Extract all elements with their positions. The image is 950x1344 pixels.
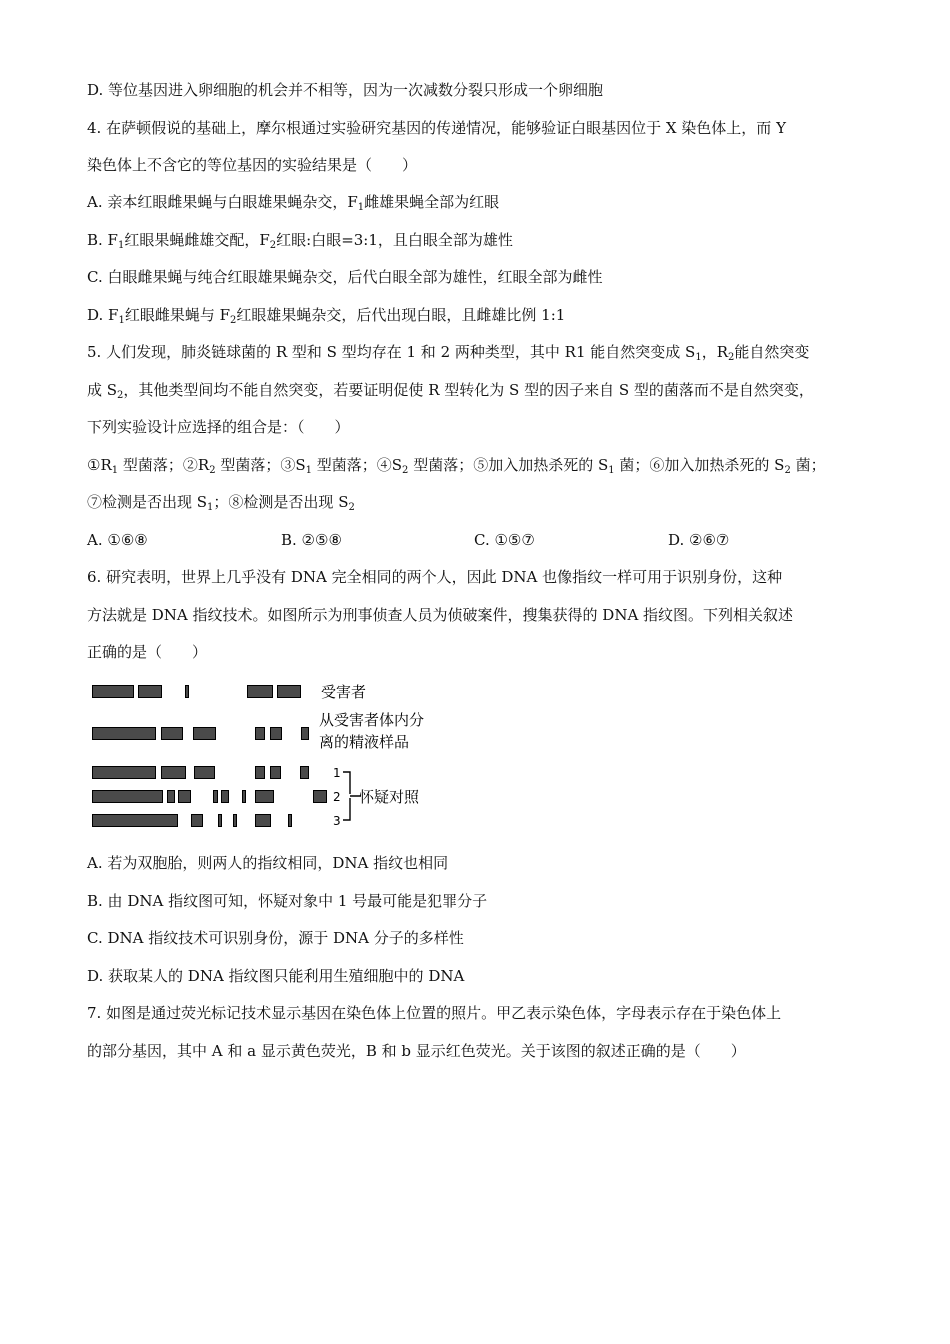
q5-stem-line3: 下列实验设计应选择的组合是：（ ） [87,418,350,436]
dna-band [213,790,218,803]
suspect-number-1: 1 [333,766,341,780]
dna-band [92,727,156,740]
q4-option-d: D. $F_1$红眼雌果蝇与 $F_2$红眼雄果蝇杂交，后代出现白眼，且雌雄比例 1:1 [87,306,566,326]
q6-stem-line1: 6. 研究表明，世界上几乎没有 DNA 完全相同的两个人，因此 DNA 也像指纹一样可用于识别身份，这种 [87,568,783,586]
dna-band [194,766,215,779]
dna-band [185,685,189,698]
dna-band [270,766,281,779]
dna-band [247,685,273,698]
dna-band [178,790,191,803]
dna-band [255,790,274,803]
dna-band [242,790,246,803]
q7-stem-line2: 的部分基因，其中 A 和 a 显示黄色荧光，B 和 b 显示红色荧光。关于该图的叙述正确的是（ ） [87,1042,746,1060]
dna-band [92,790,163,803]
q5-items-line2: ⑦检测是否出现 $S_1$；⑧检测是否出现 $S_2$ [87,493,355,513]
dna-band [233,814,237,827]
q4-stem-line2: 染色体上不含它的等位基因的实验结果是（ ） [87,156,418,174]
suspect-number-2: 2 [333,790,341,804]
q6-option-b: B. 由 DNA 指纹图可知，怀疑对象中 1 号最可能是犯罪分子 [87,892,488,910]
dna-band [161,766,186,779]
label-suspects: 怀疑对照 [359,788,420,806]
dna-band [277,685,301,698]
dna-band [255,766,265,779]
q6-option-c: C. DNA 指纹技术可识别身份，源于 DNA 分子的多样性 [87,929,464,947]
dna-band [92,685,134,698]
dna-band [92,814,178,827]
q4-option-a: A. 亲本红眼雌果蝇与白眼雄果蝇杂交，$F_1$雌雄果蝇全部为红眼 [87,193,500,213]
label-semen-line1: 从受害者体内分 [319,711,425,729]
q4-stem-line1: 4. 在萨顿假说的基础上，摩尔根通过实验研究基因的传递情况，能够验证白眼基因位于 X 染色体上，而 Y [87,119,786,137]
dna-band [255,727,265,740]
dna-band [138,685,162,698]
q7-stem-line1: 7. 如图是通过荧光标记技术显示基因在染色体上位置的照片。甲乙表示染色体，字母表示存在于染色体上 [87,1004,782,1022]
dna-band [270,727,282,740]
q6-stem-line2: 方法就是 DNA 指纹技术。如图所示为刑事侦查人员为侦破案件，搜集获得的 DNA 指纹图。下列相关叙述 [87,606,794,624]
q5-stem-line1: 5. 人们发现，肺炎链球菌的 R 型和 S 型均存在 1 和 2 两种类型，其中 R1 能自然突变成 $S_1$，$R_2$能自然突变 [87,343,810,363]
q5-stem-line2: 成 $S_2$，其他类型间均不能自然突变，若要证明促使 R 型转化为 S 型的因子来自 S 型的菌落而不是自然突变， [87,381,814,401]
q5-option-a: A. ①⑥⑧ [87,531,148,549]
dna-band [300,766,309,779]
q4-option-b: B. $F_1$红眼果蝇雌雄交配，$F_2$红眼:白眼=3:1，且白眼全部为雄性 [87,231,513,251]
dna-band [255,814,271,827]
dna-band [161,727,183,740]
dna-band [92,766,156,779]
q5-items-line1: $①R_1$ 型菌落；$②R_2$ 型菌落；$③S_1$ 型菌落；$④S_2$ 型菌落；⑤加入加热杀死的 $S_1$ 菌；⑥加入加热杀死的 $S_2$ 菌； [87,456,826,476]
q6-option-d: D. 获取某人的 DNA 指纹图只能利用生殖细胞中的 DNA [87,967,465,985]
dna-band [288,814,292,827]
q5-option-b: B. ②⑤⑧ [281,531,342,549]
suspect-number-3: 3 [333,814,341,828]
q6-option-a: A. 若为双胞胎，则两人的指纹相同，DNA 指纹也相同 [87,854,449,872]
dna-band [193,727,216,740]
dna-fingerprint-figure [87,676,467,836]
dna-band [167,790,175,803]
label-victim: 受害者 [321,683,367,701]
dna-band [191,814,203,827]
q4-option-c: C. 白眼雌果蝇与纯合红眼雄果蝇杂交，后代白眼全部为雄性，红眼全部为雌性 [87,268,603,286]
q6-stem-line3: 正确的是（ ） [87,643,208,661]
dna-band [221,790,229,803]
dna-band [313,790,327,803]
dna-band [218,814,222,827]
q5-option-c: C. ①⑤⑦ [474,531,535,549]
q5-option-d: D. ②⑥⑦ [668,531,730,549]
dna-band [301,727,309,740]
q3-option-d: D. 等位基因进入卵细胞的机会并不相等，因为一次减数分裂只形成一个卵细胞 [87,81,604,99]
label-semen-line2: 离的精液样品 [319,733,410,751]
